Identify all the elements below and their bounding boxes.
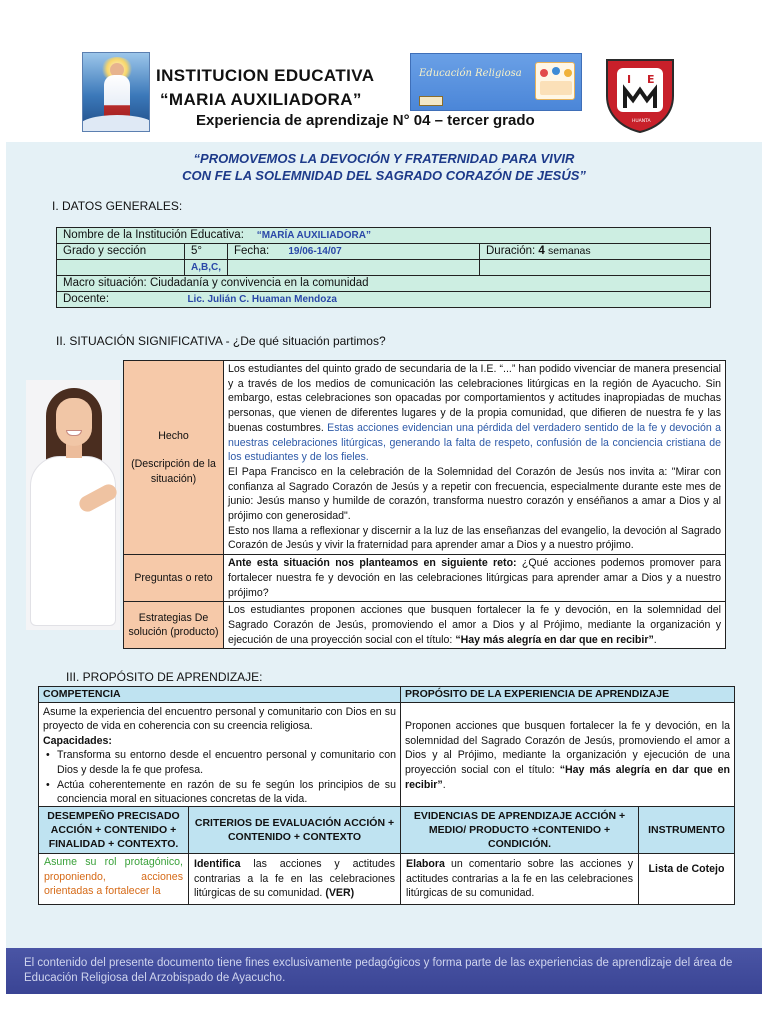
school-shield-logo: [603, 56, 677, 134]
instrumento-header: INSTRUMENTO: [639, 807, 735, 854]
experience-title: Experiencia de aprendizaje N° 04 – tercer grado: [196, 112, 535, 129]
estrategias-title: “Hay más alegría en dar que en recibir”: [455, 633, 654, 646]
capacidades-list: [43, 748, 396, 806]
criterio-text: las acciones y actitudes contrarias a la fe en las celebraciones litúrgicas de su comunidad.: [194, 858, 395, 900]
criterio-cell: [189, 854, 401, 905]
sections-value: A,B,C,: [191, 262, 221, 273]
capacidad-item: • Transforma su entorno desde el encuentro personal y comunitario con Dios y desde la fe que profesa.: [43, 748, 396, 777]
institution-label: Nombre de la Institución Educativa:: [63, 229, 244, 241]
smiling-woman-photo: [26, 380, 120, 630]
children-icon: [535, 62, 575, 100]
desempeno-header: DESEMPEÑO PRECISADO ACCIÓN + CONTENIDO + FINALIDAD + CONTEXTO.: [39, 807, 189, 854]
saint-image: [82, 52, 150, 132]
datos-generales-table: [56, 227, 711, 308]
criterio-tag: (VER): [325, 887, 355, 900]
institution-value: “MARÍA AUXILIADORA”: [256, 230, 371, 241]
capacidades-label: Capacidades:: [43, 734, 112, 747]
date-value: 19/06-14/07: [288, 246, 342, 257]
criterio-verb: Identifica: [194, 858, 241, 870]
desempeno-text-green: Asume su rol protagónico,: [44, 856, 183, 868]
hecho-paragraph-2: El Papa Francisco en la celebración de la Solemnidad del Corazón de Jesús nos invita a: "Mirar con confianza al Sagrado Corazón de Jesús y a repetir con frecuencia, especialmente durante este mes de junio: Jesús manso y humilde de corazón, transforma nuestro corazón y enséñanos a amar a Dios y al prójimo con generosidad".: [228, 465, 721, 523]
capacidad-item: • Actúa coherentemente en razón de su fe según los principios de su conciencia moral en situaciones concretas de la vida.: [43, 778, 396, 807]
shield-city: HUANTA: [632, 119, 651, 124]
evidencia-cell: [401, 854, 639, 905]
criterios-header: CRITERIOS DE EVALUACIÓN ACCIÓN + CONTENIDO + CONTEXTO: [189, 807, 401, 854]
teacher-label: Docente:: [63, 293, 110, 305]
proposito-cell: Proponen acciones que busquen fortalecer la fe y devoción, en la solemnidad del Sagrado Corazón de Jesús, promoviendo el amor a Dios y al Prójimo, mediante la organización y ejecución de una proyección social con el título: “Hay más alegría en dar que en recibir”.: [401, 702, 735, 809]
estrategias-text: Los estudiantes proponen acciones que busquen fortalecer la fe y devoción, en la solemnidad del Sagrado Corazón de Jesús, promoviendo el amor a Dios y al Prójimo, mediante la organización y ejecución de una proyección social con el título:: [228, 604, 721, 646]
hecho-text-cell: [224, 361, 726, 555]
proposito-header: PROPÓSITO DE LA EXPERIENCIA DE APRENDIZAJE: [401, 687, 735, 703]
religious-education-banner: [410, 53, 582, 111]
hecho-paragraph-1: Los estudiantes del quinto grado de secundaria de la I.E. “...” han podido vivenciar de manera presencial y a través de los medios de comunicación las celebraciones litúrgicas en la región de Ayacucho. Sin embargo, estas celebraciones son opacadas por comportamientos y actitudes inapropiadas de muchas personas, que vienen de diferentes lugares y de la propia comunidad, que difieren de nuestra fe y las buenas costumbres.: [228, 363, 721, 434]
evaluacion-table: [38, 806, 735, 905]
competencia-text: Asume la experiencia del encuentro personal y comunitario con Dios en su proyecto de vida en coherencia con su creencia religiosa.: [43, 705, 396, 733]
reto-bold: Ante esta situación nos planteamos en siguiente reto:: [228, 557, 517, 570]
evidencias-header: EVIDENCIAS DE APRENDIZAJE ACCIÓN + MEDIO/ PRODUCTO +CONTENIDO + CONDICIÓN.: [401, 807, 639, 854]
macro-value: Ciudadanía y convivencia en la comunidad: [149, 277, 369, 289]
hecho-label-cell: [124, 361, 224, 555]
document-title: [0, 150, 768, 184]
proposito-table: [38, 686, 735, 810]
title-line1: “PROMOVEMOS LA DEVOCIÓN Y FRATERNIDAD PARA VIVIR: [193, 151, 575, 166]
proposito-text: Proponen acciones que busquen fortalecer la fe y devoción, en la solemnidad del Sagrado Corazón de Jesús, promoviendo el amor a Dios y al Prójimo, mediante la organización y ejecución de una proyección social con el título:: [405, 720, 730, 776]
hecho-paragraph-1-highlight: Estas acciones evidencian una pérdida del verdadero sentido de la fe y devoción a nuestras celebraciones litúrgicas, generando la falta de respeto, confusión de la conciencia cristiana de los estudiantes y de los fieles.: [228, 421, 721, 464]
estrategias-label: Estrategias De solución (producto): [124, 602, 224, 649]
teacher-value: Lic. Julián C. Huaman Mendoza: [187, 294, 337, 305]
hecho-paragraph-3: Esto nos llama a reflexionar y discernir a la luz de las enseñanzas del evangelio, la devoción al Sagrado Corazón de Jesús y vivir la fraternidad para aprender amar a Dios y a nuestro prójimo.: [228, 524, 721, 552]
institution-name-line2: “MARIA AUXILIADORA”: [160, 90, 362, 109]
desempeno-text-orange: proponiendo, acciones orientadas a fortalecer la: [44, 870, 183, 898]
teacher-row: [57, 292, 711, 308]
date-label: Fecha:: [234, 245, 270, 257]
banner-text: Educación Religiosa: [419, 68, 522, 79]
duration-cell: [480, 244, 711, 260]
shield-letter-e: E: [647, 73, 655, 86]
estrategias-text-cell: Los estudiantes proponen acciones que busquen fortalecer la fe y devoción, en la solemnidad del Sagrado Corazón de Jesús, promoviendo el amor a Dios y al Prójimo, mediante la organización y ejecución de una proyección social con el título: “Hay más alegría en dar que en recibir”.: [224, 602, 726, 649]
section-datos-generales-heading: I. DATOS GENERALES:: [52, 199, 183, 213]
duration-value: 4: [538, 245, 545, 257]
reto-text-cell: [224, 555, 726, 602]
institution-name-line1: INSTITUCION EDUCATIVA: [156, 66, 375, 85]
hecho-sublabel: (Descripción de la situación): [131, 458, 216, 485]
duration-unit: semanas: [548, 245, 591, 257]
institution-row: [57, 228, 711, 244]
shield-letter-i: I: [627, 73, 632, 86]
footer-disclaimer: El contenido del presente documento tiene fines exclusivamente pedagógicos y forma parte de las experiencias de aprendizaje del área de Educación Religiosa del Arzobispado de Ayacucho.: [6, 948, 762, 994]
evidencia-verb: Elabora: [406, 858, 445, 870]
grade-value: 5°: [185, 244, 228, 260]
macro-label: Macro situación:: [63, 277, 147, 289]
grade-label: Grado y sección: [57, 244, 185, 260]
reto-label: Preguntas o reto: [124, 555, 224, 602]
book-icon: [419, 96, 443, 106]
section-situacion-heading: II. SITUACIÓN SIGNIFICATIVA - ¿De qué situación partimos?: [56, 334, 386, 348]
situacion-table: [123, 360, 726, 649]
evidencia-text: un comentario sobre las acciones y actitudes contrarias a la fe en las celebraciones litúrgicas de su comunidad.: [406, 858, 633, 900]
competencia-header: COMPETENCIA: [39, 687, 401, 703]
date-cell: [228, 244, 480, 260]
duration-label: Duración:: [486, 245, 536, 257]
instrumento-value: Lista de Cotejo: [639, 854, 735, 905]
section-proposito-heading: III. PROPÓSITO DE APRENDIZAJE:: [66, 670, 263, 684]
competencia-cell: [39, 702, 401, 809]
proposito-title: “Hay más alegría en dar que en recibir”: [405, 763, 731, 791]
hecho-label: Hecho: [158, 429, 189, 442]
document-header: [0, 0, 768, 140]
macro-row: [57, 276, 711, 292]
reto-text: ¿Qué acciones podemos promover para fortalecer nuestra fe y devoción en las celebraciones litúrgicas para aprender amar a Dios y a nuestro prójimo?: [228, 557, 722, 599]
desempeno-cell: [39, 854, 189, 905]
title-line2: CON FE LA SOLEMNIDAD DEL SAGRADO CORAZÓN DE JESÚS”: [182, 168, 586, 183]
